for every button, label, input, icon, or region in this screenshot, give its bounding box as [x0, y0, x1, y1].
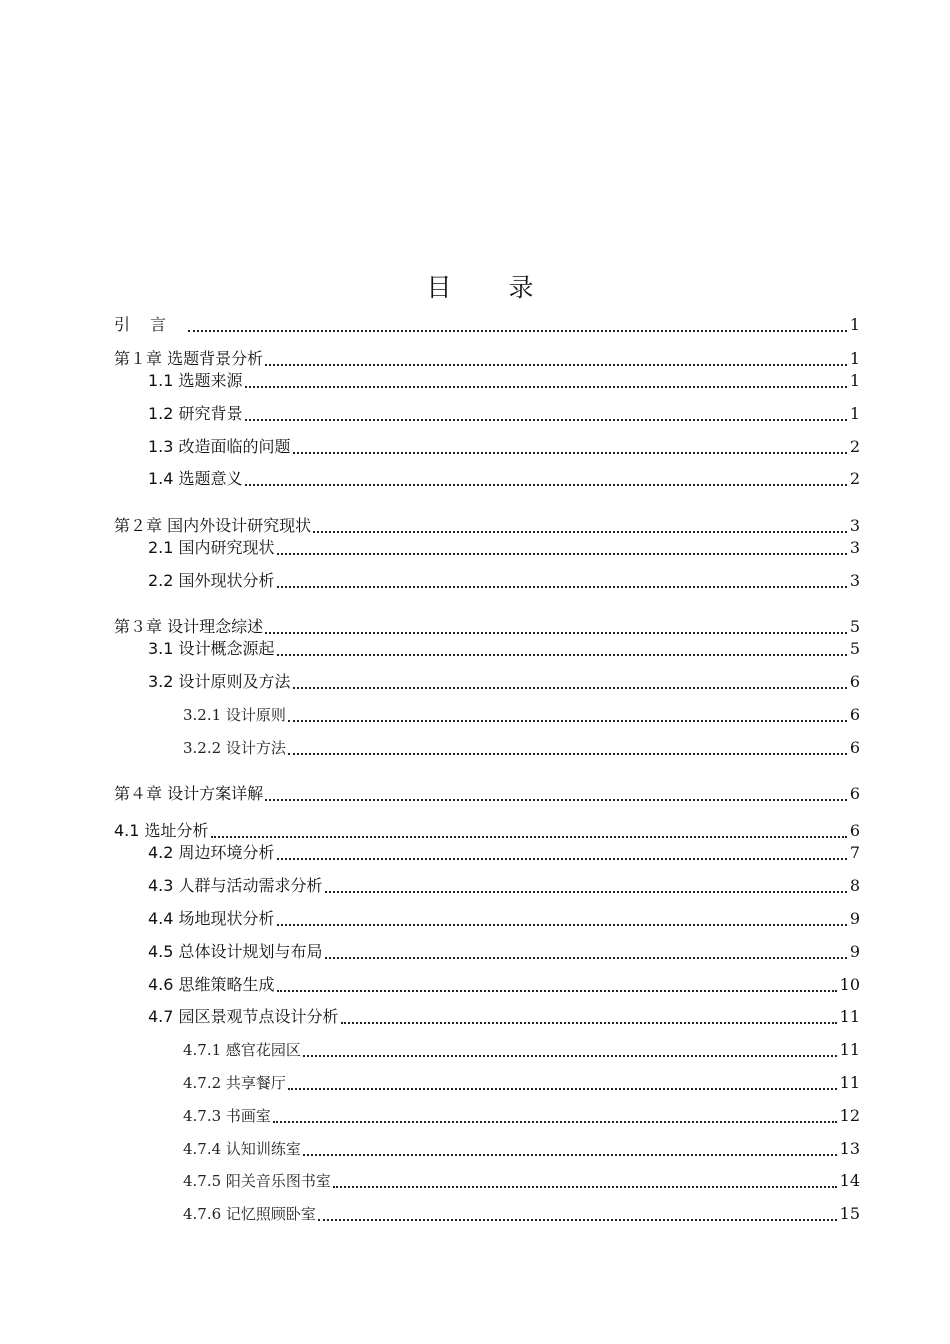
- dot-leader: [277, 585, 847, 588]
- dot-leader: [277, 923, 847, 926]
- toc-entry-label: 4.7.1 感官花园区: [183, 1041, 301, 1059]
- dot-leader: [273, 1120, 837, 1123]
- toc-entry[interactable]: [114, 311, 860, 335]
- toc-entry-label: 2.1 国内研究现状: [148, 538, 275, 557]
- toc-entry-page: 3: [849, 571, 860, 590]
- dot-leader: [341, 1021, 837, 1024]
- toc-entry-page: 7: [849, 843, 860, 862]
- dot-leader: [245, 385, 847, 388]
- dot-leader: [277, 857, 847, 860]
- dot-leader: [288, 1087, 837, 1090]
- toc-entry-label: 4.4 场地现状分析: [148, 909, 275, 928]
- dot-leader: [245, 483, 847, 486]
- toc-title: 目 录: [426, 273, 550, 302]
- toc-entry-label: 第２章 国内外设计研究现状: [114, 516, 312, 535]
- toc-entry[interactable]: [114, 613, 860, 637]
- toc-entry-label: 第４章 设计方案详解: [114, 784, 264, 803]
- toc-entry-label: 1.2 研究背景: [148, 404, 243, 423]
- toc-entry-label: 4.7.3 书画室: [183, 1107, 271, 1125]
- toc-entry[interactable]: [183, 701, 860, 725]
- toc-entry-page: 6: [849, 784, 860, 803]
- toc-entry-page: 13: [839, 1139, 860, 1158]
- toc-entry[interactable]: [183, 734, 860, 758]
- toc-entry-label: 3.2.2 设计方法: [183, 739, 286, 757]
- toc-entry-label: 4.7.5 阳关音乐图书室: [183, 1172, 331, 1190]
- toc-entry-page: 1: [849, 404, 860, 423]
- toc-entry[interactable]: [148, 465, 860, 489]
- toc-entry-label: 4.6 思维策略生成: [148, 975, 275, 994]
- toc-entry-page: 11: [839, 1073, 860, 1092]
- dot-leader: [277, 653, 847, 656]
- dot-leader: [313, 530, 847, 533]
- dot-leader: [293, 686, 847, 689]
- toc-entry[interactable]: [148, 400, 860, 424]
- toc-entry-page: 3: [849, 538, 860, 557]
- dot-leader: [303, 1153, 837, 1156]
- dot-leader: [265, 798, 847, 801]
- toc-entry-page: 15: [839, 1204, 860, 1223]
- toc-entry-page: 2: [849, 437, 860, 456]
- toc-entry[interactable]: [183, 1036, 860, 1060]
- dot-leader: [325, 956, 847, 959]
- toc-entry[interactable]: [148, 971, 860, 995]
- dot-leader: [325, 890, 847, 893]
- toc-entry-label: 4.7.4 认知训练室: [183, 1140, 301, 1158]
- dot-leader: [265, 363, 847, 366]
- toc-entry[interactable]: [148, 1003, 860, 1027]
- dot-leader: [245, 418, 847, 421]
- toc-entry-label: 4.3 人群与活动需求分析: [148, 876, 323, 895]
- toc-entry-page: 9: [849, 909, 860, 928]
- toc-entry[interactable]: [114, 512, 860, 536]
- toc-entry-label: 3.2 设计原则及方法: [148, 672, 291, 691]
- toc-entry[interactable]: [114, 817, 860, 841]
- toc-entry-page: 5: [849, 617, 860, 636]
- dot-leader: [211, 835, 847, 838]
- toc-entry-page: 14: [839, 1171, 860, 1190]
- dot-leader: [277, 989, 837, 992]
- toc-entry[interactable]: [148, 938, 860, 962]
- toc-entry-page: 11: [839, 1007, 860, 1026]
- toc-entry-label: 4.2 周边环境分析: [148, 843, 275, 862]
- dot-leader: [188, 329, 847, 332]
- toc-entry-page: 2: [849, 469, 860, 488]
- toc-entry[interactable]: [183, 1167, 860, 1191]
- toc-entry-page: 11: [839, 1040, 860, 1059]
- toc-entry-label: 第１章 选题背景分析: [114, 349, 264, 368]
- toc-entry-label: 4.1 选址分析: [114, 821, 209, 840]
- dot-leader: [288, 719, 847, 722]
- toc-entry[interactable]: [148, 367, 860, 391]
- toc-entry[interactable]: [148, 635, 860, 659]
- toc-entry-page: 6: [849, 672, 860, 691]
- dot-leader: [265, 631, 847, 634]
- toc-entry-page: 6: [849, 705, 860, 724]
- toc-entry-label: 2.2 国外现状分析: [148, 571, 275, 590]
- toc-entry[interactable]: [114, 345, 860, 369]
- toc-entry[interactable]: [183, 1135, 860, 1159]
- dot-leader: [303, 1054, 837, 1057]
- toc-entry[interactable]: [183, 1200, 860, 1224]
- toc-entry-page: 6: [849, 821, 860, 840]
- toc-entry[interactable]: [183, 1069, 860, 1093]
- dot-leader: [277, 552, 847, 555]
- toc-entry-page: 1: [849, 371, 860, 390]
- toc-entry[interactable]: [148, 534, 860, 558]
- toc-entry-page: 3: [849, 516, 860, 535]
- toc-entry-page: 12: [839, 1106, 860, 1125]
- toc-entry-label: 3.2.1 设计原则: [183, 706, 286, 724]
- dot-leader: [288, 752, 847, 755]
- toc-entry-page: 8: [849, 876, 860, 895]
- toc-entry-label: 4.7.2 共享餐厅: [183, 1074, 286, 1092]
- toc-entry[interactable]: [114, 780, 860, 804]
- toc-entry[interactable]: [183, 1102, 860, 1126]
- toc-entry[interactable]: [148, 668, 860, 692]
- toc-entry-label: 1.1 选题来源: [148, 371, 243, 390]
- toc-entry[interactable]: [148, 839, 860, 863]
- toc-entry-label: 第３章 设计理念综述: [114, 617, 264, 636]
- toc-entry-page: 1: [849, 349, 860, 368]
- dot-leader: [333, 1185, 837, 1188]
- toc-entry-page: 5: [849, 639, 860, 658]
- toc-entry-label: 3.1 设计概念源起: [148, 639, 275, 658]
- toc-entry-page: 9: [849, 942, 860, 961]
- toc-entry-label: 4.7 园区景观节点设计分析: [148, 1007, 339, 1026]
- toc-entry[interactable]: [148, 433, 860, 457]
- toc-entry-label: 引言: [114, 315, 187, 334]
- toc-entry[interactable]: [148, 567, 860, 591]
- toc-entry-page: 1: [849, 315, 860, 334]
- dot-leader: [293, 451, 847, 454]
- toc-entry-label: 1.4 选题意义: [148, 469, 243, 488]
- toc-entry-label: 4.5 总体设计规划与布局: [148, 942, 323, 961]
- toc-entry-page: 6: [849, 738, 860, 757]
- toc-entry-label: 4.7.6 记忆照顾卧室: [183, 1205, 316, 1223]
- toc-entry[interactable]: [148, 872, 860, 896]
- toc-entry-label: 1.3 改造面临的问题: [148, 437, 291, 456]
- toc-entry[interactable]: [148, 905, 860, 929]
- toc-entry-page: 10: [839, 975, 860, 994]
- dot-leader: [318, 1218, 837, 1221]
